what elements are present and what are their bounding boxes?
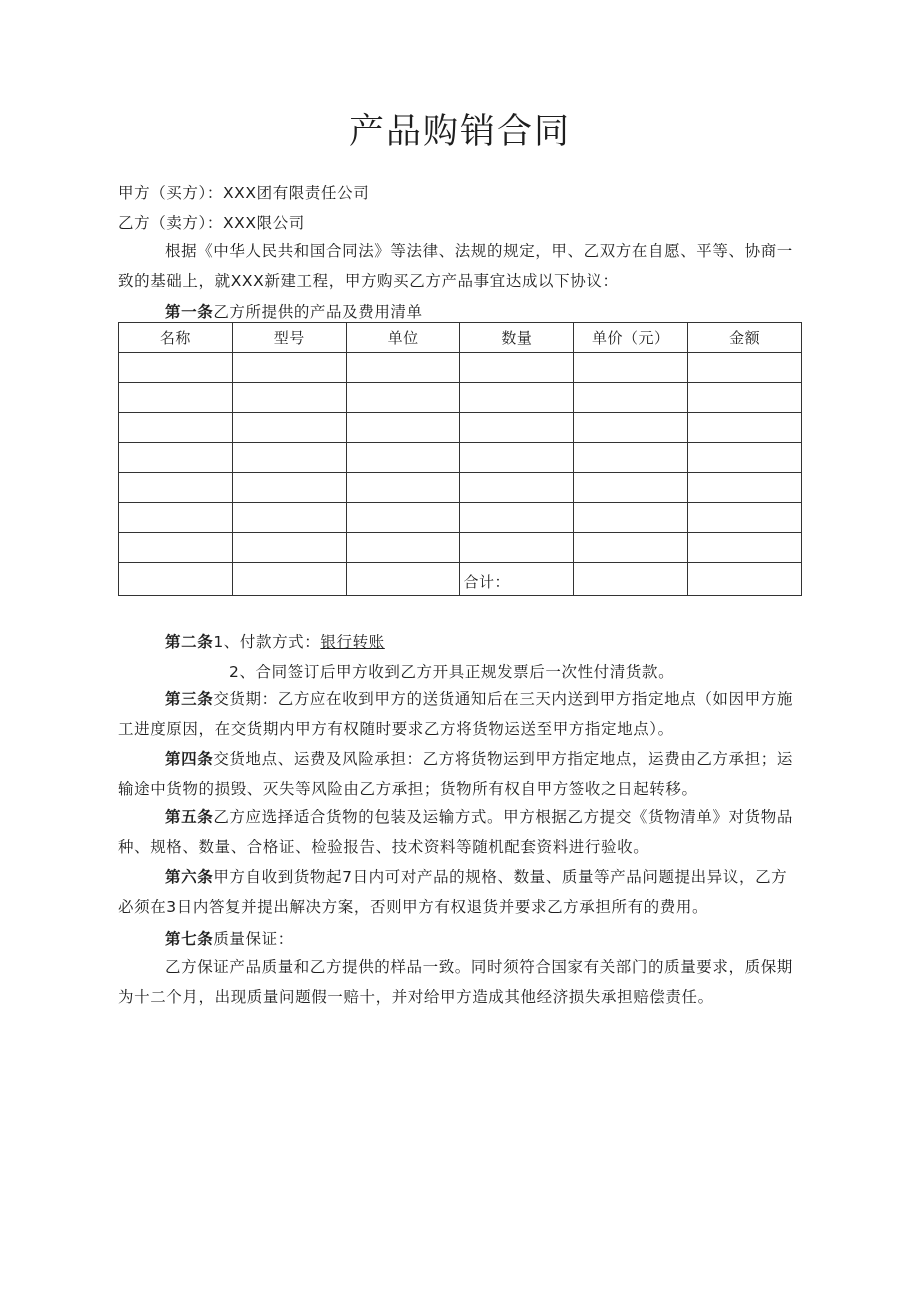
table-header-row bbox=[119, 323, 802, 353]
table-cell bbox=[574, 503, 688, 533]
table-cell bbox=[232, 443, 346, 473]
table-row bbox=[119, 533, 802, 563]
col-header-name: 名称 bbox=[119, 323, 233, 353]
table-cell bbox=[119, 353, 233, 383]
table-cell bbox=[346, 443, 460, 473]
table-cell bbox=[346, 383, 460, 413]
table-cell bbox=[460, 443, 574, 473]
table-cell bbox=[460, 383, 574, 413]
col-header-quantity: 数量 bbox=[460, 323, 574, 353]
article-5 bbox=[118, 802, 803, 862]
table-row bbox=[119, 353, 802, 383]
table-cell bbox=[574, 413, 688, 443]
table-cell bbox=[119, 413, 233, 443]
table-cell bbox=[460, 473, 574, 503]
table-cell bbox=[688, 563, 802, 596]
table-cell bbox=[574, 443, 688, 473]
table-cell bbox=[119, 473, 233, 503]
table-cell bbox=[460, 413, 574, 443]
total-label: 合计： bbox=[460, 563, 574, 596]
table-cell bbox=[232, 503, 346, 533]
article-3-text: 交货期：乙方应在收到甲方的送货通知后在三天内送到甲方指定地点（如因甲方施工进度原因，在交货期内甲方有权随时要求乙方将货物运送至甲方指定地点）。 bbox=[118, 690, 793, 738]
article-5-label: 第五条 bbox=[165, 808, 214, 826]
col-header-unit: 单位 bbox=[346, 323, 460, 353]
table-total-row bbox=[119, 563, 802, 596]
table-cell bbox=[119, 563, 233, 596]
table-cell bbox=[119, 503, 233, 533]
table-cell bbox=[346, 353, 460, 383]
article-2-label: 第二条 bbox=[165, 633, 214, 651]
payment-method-value: 银行转账 bbox=[320, 633, 385, 651]
party-a: 甲方（买方）：XXX团有限责任公司 bbox=[118, 184, 370, 202]
table-cell bbox=[688, 443, 802, 473]
table-cell bbox=[574, 473, 688, 503]
table-cell bbox=[346, 413, 460, 443]
preamble: 根据《中华人民共和国合同法》等法律、法规的规定，甲、乙双方在自愿、平等、协商一致的基础上，就XXX新建工程，甲方购买乙方产品事宜达成以下协议： bbox=[118, 242, 793, 290]
payment-method-label: 1、付款方式： bbox=[213, 633, 321, 651]
article-4 bbox=[118, 744, 803, 804]
article-1 bbox=[165, 300, 423, 322]
article-2-item-1 bbox=[165, 630, 385, 652]
table-cell bbox=[232, 563, 346, 596]
table-cell bbox=[688, 353, 802, 383]
col-header-unit-price: 单价（元） bbox=[574, 323, 688, 353]
product-table bbox=[118, 322, 802, 596]
table-cell bbox=[460, 533, 574, 563]
table-row bbox=[119, 473, 802, 503]
article-1-label: 第一条 bbox=[165, 303, 214, 321]
table-cell bbox=[119, 533, 233, 563]
table-cell bbox=[688, 503, 802, 533]
table-cell bbox=[574, 353, 688, 383]
table-cell bbox=[232, 353, 346, 383]
table-row bbox=[119, 443, 802, 473]
article-7-label: 第七条 bbox=[165, 930, 214, 948]
table-cell bbox=[232, 383, 346, 413]
article-2-item-2: 2、合同签订后甲方收到乙方开具正规发票后一次性付清货款。 bbox=[229, 663, 675, 681]
table-cell bbox=[688, 473, 802, 503]
table-cell bbox=[574, 563, 688, 596]
col-header-amount: 金额 bbox=[688, 323, 802, 353]
article-7-heading bbox=[165, 927, 294, 949]
article-3 bbox=[118, 684, 803, 744]
article-7-body: 乙方保证产品质量和乙方提供的样品一致。同时须符合国家有关部门的质量要求，质保期为十二个月，出现质量问题假一赔十，并对给甲方造成其他经济损失承担赔偿责任。 bbox=[118, 958, 793, 1006]
article-5-text: 乙方应选择适合货物的包装及运输方式。甲方根据乙方提交《货物清单》对货物品种、规格、数量、合格证、检验报告、技术资料等随机配套资料进行验收。 bbox=[118, 808, 793, 856]
table-cell bbox=[460, 353, 574, 383]
table-row bbox=[119, 413, 802, 443]
table-cell bbox=[460, 503, 574, 533]
table-row bbox=[119, 503, 802, 533]
table-cell bbox=[346, 473, 460, 503]
table-cell bbox=[232, 413, 346, 443]
table-cell bbox=[346, 533, 460, 563]
document-title: 产品购销合同 bbox=[348, 112, 571, 152]
article-6 bbox=[118, 862, 803, 922]
table-cell bbox=[688, 383, 802, 413]
party-b: 乙方（卖方）：XXX限公司 bbox=[118, 214, 305, 232]
article-6-text: 甲方自收到货物起7日内可对产品的规格、数量、质量等产品问题提出异议，乙方必须在3日内答复并提出解决方案，否则甲方有权退货并要求乙方承担所有的费用。 bbox=[118, 868, 788, 916]
table-cell bbox=[346, 503, 460, 533]
article-7-text: 质量保证： bbox=[213, 930, 294, 948]
article-4-label: 第四条 bbox=[165, 750, 214, 768]
table-cell bbox=[119, 383, 233, 413]
article-4-text: 交货地点、运费及风险承担：乙方将货物运到甲方指定地点，运费由乙方承担；运输途中货物的损毁、灭失等风险由乙方承担；货物所有权自甲方签收之日起转移。 bbox=[118, 750, 793, 798]
table-cell bbox=[346, 563, 460, 596]
table-cell bbox=[232, 533, 346, 563]
table-cell bbox=[574, 383, 688, 413]
col-header-model: 型号 bbox=[232, 323, 346, 353]
table-cell bbox=[232, 473, 346, 503]
article-3-label: 第三条 bbox=[165, 690, 214, 708]
article-1-text: 乙方所提供的产品及费用清单 bbox=[213, 303, 423, 321]
article-6-label: 第六条 bbox=[165, 868, 214, 886]
table-cell bbox=[119, 443, 233, 473]
table-row bbox=[119, 383, 802, 413]
table-cell bbox=[688, 413, 802, 443]
table-cell bbox=[574, 533, 688, 563]
table-cell bbox=[688, 533, 802, 563]
